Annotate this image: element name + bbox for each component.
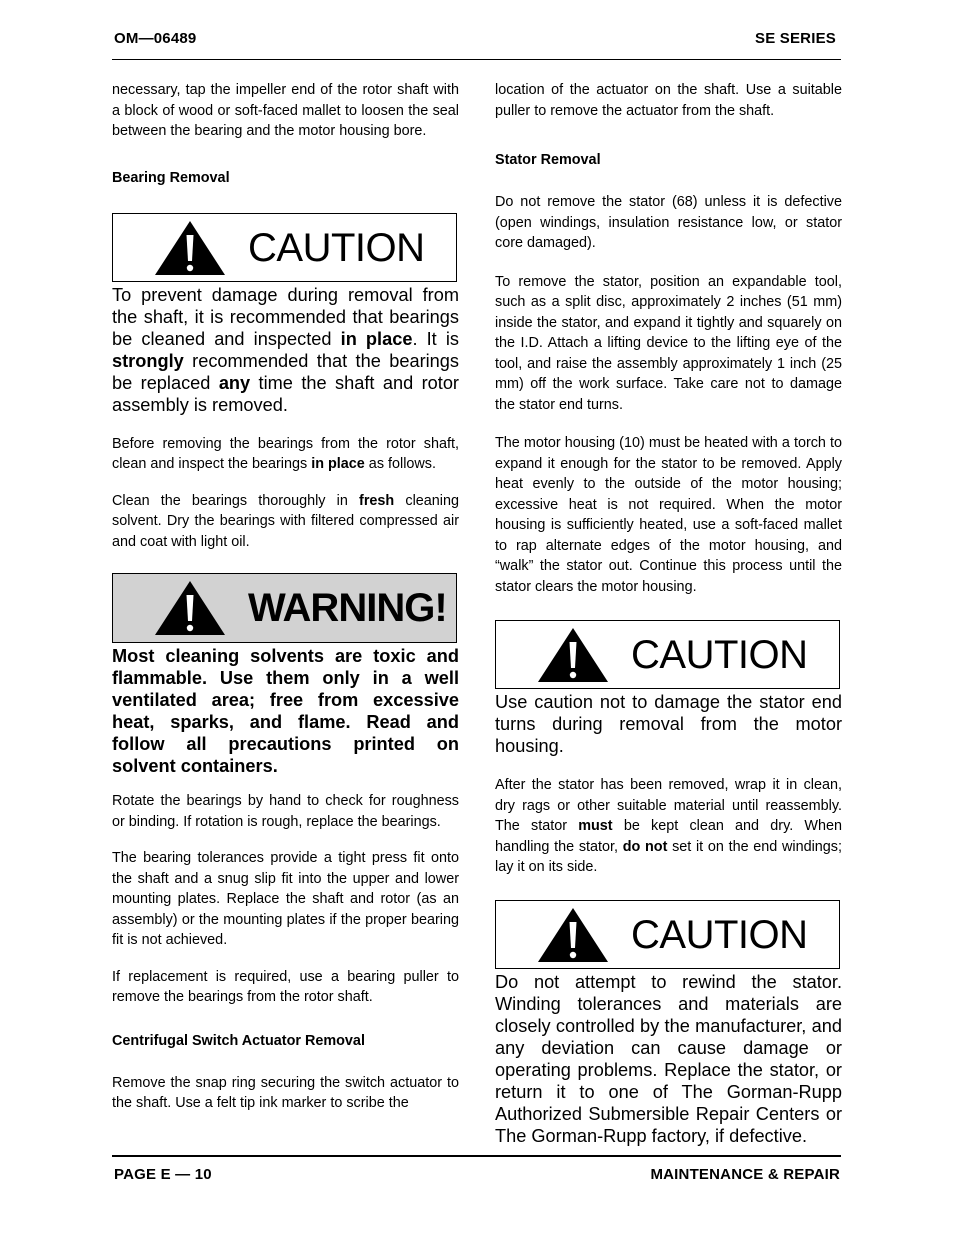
paragraph: The bearing tolerances provide a tight press fit onto the shaft and a snug slip fit into the upper and lower mounting plates. Replace the shaft and rotor (as an assembly) or the mounting plates if the proper bearing fit is not achieved. [112,850,459,948]
caution-text: To prevent damage during removal from the shaft, it is recommended that bearings be cleaned and inspected in place. It is strongly recommended that the bearings be replaced any time the shaft and rotor assembly is removed. [112,284,459,415]
caution-box [495,620,840,689]
caution-text: Do not attempt to rewind the stator. Winding tolerances and materials are closely controlled by the manufacturer, and any deviation can cause damage or operating problems. Replace the stator, or return it to one of The Gorman-Rupp Authorized Submersible Repair Centers or The Gorman-Rupp factory, if defective. [495,971,842,1146]
warning-triangle-icon [536,626,610,684]
left-column [112,80,459,1114]
caution-box [495,900,840,969]
heading-bearing-removal: Bearing Removal [112,169,230,186]
warning-label: WARNING! [248,586,447,630]
paragraph: Do not remove the stator (68) unless it is defective (open windings, insulation resistance low, or stator core damaged). [495,194,842,251]
paragraph: Rotate the bearings by hand to check for roughness or binding. If rotation is rough, replace the bearings. [112,793,459,830]
paragraph: location of the actuator on the shaft. Use a suitable puller to remove the actuator from the shaft. [495,82,842,119]
paragraph: Clean the bearings thoroughly in fresh cleaning solvent. Dry the bearings with filtered compressed air and coat with light oil. [112,492,460,550]
caution-label: CAUTION [248,225,425,270]
footer-rule [112,1155,841,1157]
paragraph: The motor housing (10) must be heated with a torch to expand it enough for the stator to be removed. Apply heat evenly to the outside of the motor housing; excessive heat is not required. When the motor housing is sufficiently heated, use a soft-faced mallet to rap alternate edges of the motor housing, and “walk” the stator out. Continue this process until the stator clears the motor housing. [495,435,842,595]
right-column [495,80,842,1147]
section-title: MAINTENANCE & REPAIR [650,1166,840,1183]
caution-box [112,213,457,282]
paragraph: After the stator has been removed, wrap it in clean, dry rags or other suitable material until reassembly. The stator must be kept clean and dry. When handling the stator, do not set it on the end windings; lay it on its side. [495,777,842,875]
warning-box [112,573,457,643]
paragraph: Remove the snap ring securing the switch actuator to the shaft. Use a felt tip ink marker to scribe the [112,1074,459,1111]
warning-triangle-icon [153,579,227,637]
caution-label: CAUTION [631,912,808,957]
paragraph: If replacement is required, use a bearing puller to remove the bearings from the rotor shaft. [112,968,459,1005]
doc-number: OM—06489 [114,30,197,47]
paragraph: To remove the stator, position an expandable tool, such as a split disc, approximately 2 inches (51 mm) inside the stator, and expand it tightly and squarely on the I.D. Attach a lifting device to the lifting eye of the tool, and raise the assembly approximately 1 inch (25 mm) off the work surface. Take care not to damage the stator end turns. [495,273,842,413]
caution-label: CAUTION [631,633,808,677]
warning-triangle-icon [153,219,227,277]
series-label: SE SERIES [755,30,836,47]
paragraph: Before removing the bearings from the rotor shaft, clean and inspect the bearings in place as follows. [112,435,459,472]
heading-stator-removal: Stator Removal [495,152,601,168]
heading-actuator-removal: Centrifugal Switch Actuator Removal [112,1032,365,1049]
caution-text: Use caution not to damage the stator end turns during removal from the motor housing. [495,692,842,756]
page-number: PAGE E — 10 [114,1166,212,1183]
paragraph: necessary, tap the impeller end of the rotor shaft with a block of wood or soft-faced mallet to loosen the seal between the bearing and the motor housing bore. [112,82,459,139]
warning-text: Most cleaning solvents are toxic and flammable. Use them only in a well ventilated area; free from excessive heat, sparks, and flame. Read and follow all precautions printed on solvent containers. [112,646,459,776]
header-rule [112,59,841,60]
warning-triangle-icon [536,906,610,964]
